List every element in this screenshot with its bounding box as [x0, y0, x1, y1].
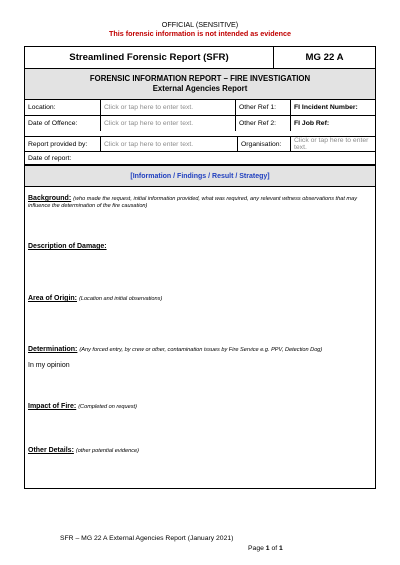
location-row	[25, 99, 375, 115]
report-title: FORENSIC INFORMATION REPORT – FIRE INVESTIGATION	[89, 74, 311, 83]
location-input[interactable]: Click or tap here to enter text.	[100, 100, 235, 115]
provider-block	[24, 136, 376, 165]
report-date-label: Date of report:	[28, 154, 72, 162]
impact-note: (Completed on request)	[78, 404, 137, 410]
report-date-row	[25, 151, 375, 164]
other-section	[28, 447, 372, 454]
form-code: MG 22 A	[273, 47, 375, 68]
report-subtitle: External Agencies Report	[152, 84, 248, 93]
provided-by-input[interactable]: Click or tap here to enter text.	[100, 137, 237, 151]
footer-doc-ref: SFR – MG 22 A External Agencies Report (January 2021)	[60, 535, 234, 542]
classification-label: OFFICIAL (SENSITIVE)	[161, 20, 239, 29]
damage-section	[28, 243, 372, 250]
origin-section	[28, 295, 372, 302]
page-total: 1	[279, 545, 283, 552]
impact-section	[28, 403, 372, 410]
background-section	[28, 195, 372, 209]
determination-note: (Any forced entry, by crew or other, contamination issues by Fire Service e.g. PPV, Detection Dog)	[79, 347, 323, 353]
determination-text[interactable]: In my opinion	[28, 362, 70, 369]
provided-by-row	[25, 137, 375, 151]
fi-job-label: FI Job Ref:	[290, 116, 375, 131]
offence-date-row	[25, 115, 375, 131]
organisation-label: Organisation:	[237, 137, 290, 151]
report-body	[24, 165, 376, 489]
other-note: (other potential evidence)	[75, 448, 139, 454]
page-word: Page	[248, 545, 264, 552]
background-title: Background:	[28, 195, 72, 202]
determination-title: Determination:	[28, 346, 78, 353]
title-row	[25, 47, 375, 68]
origin-note: (Location and initial observations)	[78, 296, 163, 302]
section-bar: [Information / Findings / Result / Strategy]	[25, 166, 375, 187]
damage-title: Description of Damage:	[28, 243, 107, 250]
determination-section	[28, 346, 372, 353]
fi-incident-label: FI Incident Number:	[290, 100, 375, 115]
provided-by-label: Report provided by:	[28, 140, 88, 148]
page-num: 1	[265, 545, 270, 552]
evidence-warning: This forensic information is not intended as evidence	[108, 29, 292, 38]
origin-title: Area of Origin:	[28, 295, 78, 302]
impact-title: Impact of Fire:	[28, 403, 77, 410]
location-label: Location:	[28, 104, 56, 111]
other-title: Other Details:	[28, 447, 74, 454]
background-note: (who made the request, initial information provided, what was required, any relevant witness observations that may influence the determination of the fire causation)	[28, 196, 357, 209]
report-title-band	[25, 68, 375, 99]
organisation-input[interactable]: Click or tap here to enter text.	[290, 137, 375, 151]
footer-page-number	[248, 545, 283, 552]
offence-date-input[interactable]: Click or tap here to enter text.	[100, 116, 235, 131]
offence-date-label: Date of Offence:	[28, 120, 78, 127]
other-ref2-label: Other Ref 2:	[235, 116, 290, 131]
form-title: Streamlined Forensic Report (SFR)	[69, 52, 229, 63]
other-ref1-label: Other Ref 1:	[235, 100, 290, 115]
page-of: of	[271, 545, 278, 552]
